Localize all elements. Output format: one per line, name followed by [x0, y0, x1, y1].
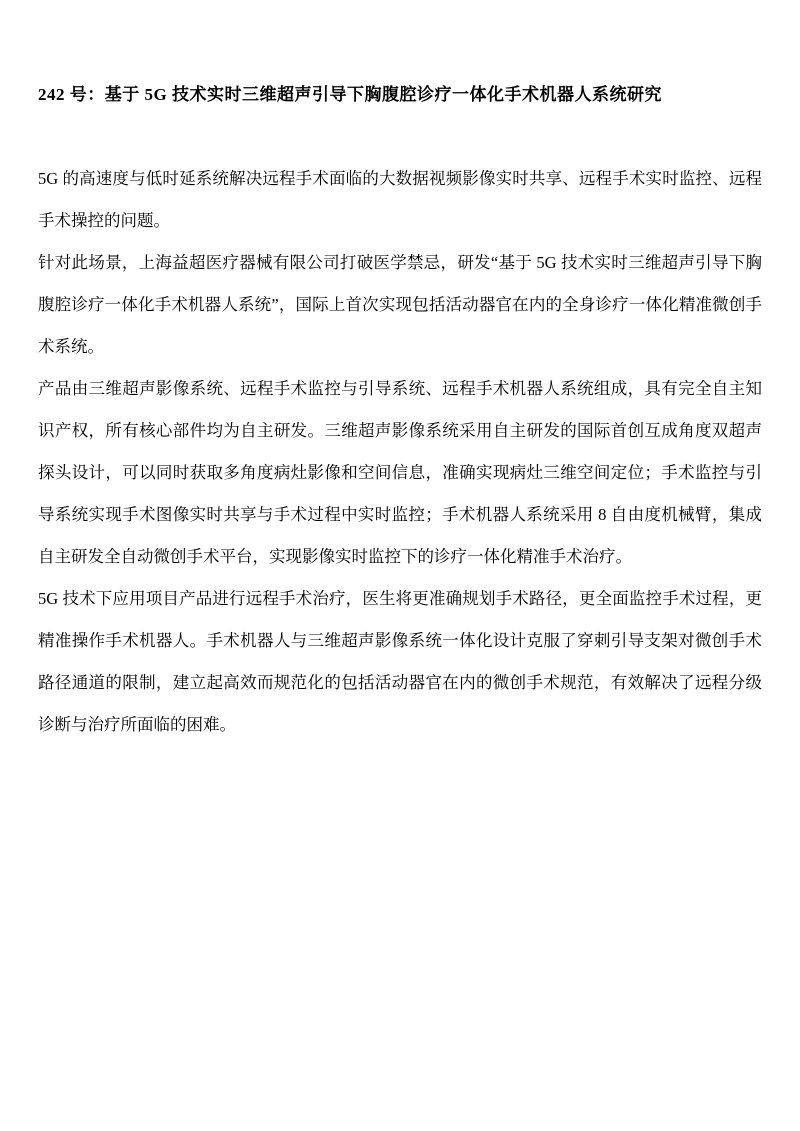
document-paragraph: 5G 技术下应用项目产品进行远程手术治疗，医生将更准确规划手术路径，更全面监控手术过程，更精准操作手术机器人。手术机器人与三维超声影像系统一体化设计克服了穿刺引导支架对微创手术路径通道的限制，建立起高效而规范化的包括活动器官在内的微创手术规范，有效解决了远程分级诊断与治疗所面临的困难。	[38, 589, 762, 734]
document-paragraph: 5G 的高速度与低时延系统解决远程手术面临的大数据视频影像实时共享、远程手术实时监控、远程手术操控的问题。	[38, 169, 762, 230]
document-paragraph: 产品由三维超声影像系统、远程手术监控与引导系统、远程手术机器人系统组成，具有完全自主知识产权，所有核心部件均为自主研发。三维超声影像系统采用自主研发的国际首创互成角度双超声探头设计，可以同时获取多角度病灶影像和空间信息，准确实现病灶三维空间定位；手术监控与引导系统实现手术图像实时共享与手术过程中实时监控；手术机器人系统采用 8 自由度机械臂，集成自主研发全自动微创手术平台，实现影像实时监控下的诊疗一体化精准手术治疗。	[38, 379, 762, 566]
document-body	[38, 158, 762, 746]
document-paragraph: 针对此场景，上海益超医疗器械有限公司打破医学禁忌，研发“基于 5G 技术实时三维超声引导下胸腹腔诊疗一体化手术机器人系统”，国际上首次实现包括活动器官在内的全身诊疗一体化精准微创手术系统。	[38, 253, 762, 356]
document-title: 242 号：基于 5G 技术实时三维超声引导下胸腹腔诊疗一体化手术机器人系统研究	[38, 85, 662, 104]
